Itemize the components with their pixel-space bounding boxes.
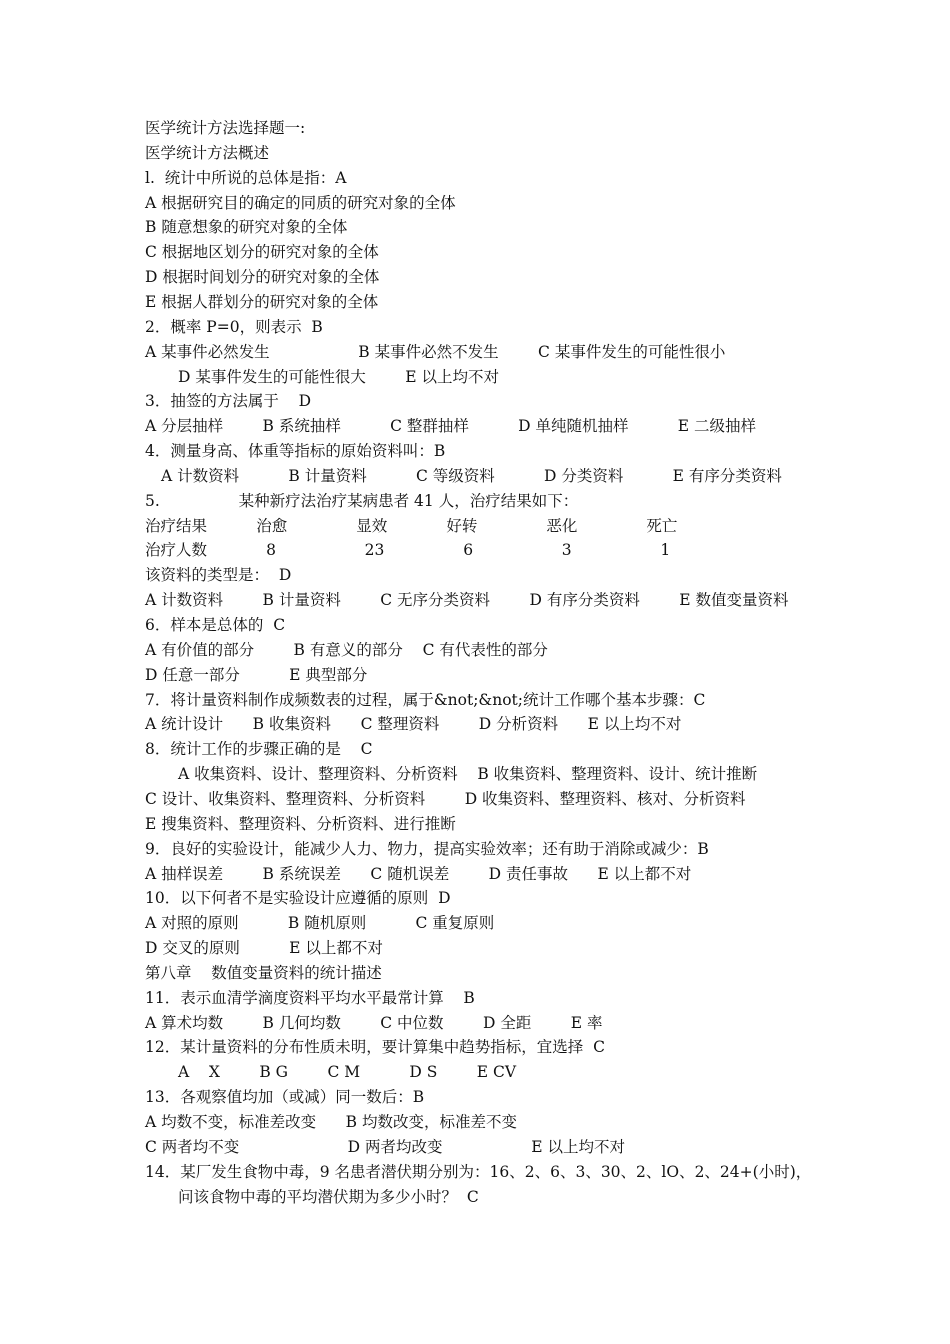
text-line: 治疗结果 治愈 显效 好转 恶化 死亡 — [145, 516, 678, 535]
text-line: 9．良好的实验设计，能减少人力、物力，提高实验效率；还有助于消除或减少：B — [145, 839, 709, 858]
text-line: A 根据研究目的确定的同质的研究对象的全体 — [145, 193, 456, 212]
text-line: 10．以下何者不是实验设计应遵循的原则 D — [145, 889, 451, 908]
text-line: A 统计设计 B 收集资料 C 整理资料 D 分析资料 E 以上均不对 — [145, 715, 682, 734]
text-line: l. 统计中所说的总体是指：A — [145, 168, 347, 187]
text-line: 治疗人数 8 23 6 3 1 — [145, 541, 671, 560]
text-line: C 设计、收集资料、整理资料、分析资料 D 收集资料、整理资料、核对、分析资料 — [145, 789, 746, 808]
text-line: 12．某计量资料的分布性质未明，要计算集中趋势指标，宜选择 C — [145, 1038, 605, 1057]
text-line: A 某事件必然发生 B 某事件必然不发生 C 某事件发生的可能性很小 — [145, 342, 726, 361]
text-line: D 根据时间划分的研究对象的全体 — [145, 268, 380, 287]
text-line: 5. 某种新疗法治疗某病患者 41 人，治疗结果如下： — [145, 491, 579, 510]
text-line: 第八章 数值变量资料的统计描述 — [145, 963, 382, 982]
text-line: 8．统计工作的步骤正确的是 C — [145, 740, 373, 759]
text-line: A X B G C M D S E CV — [178, 1063, 517, 1082]
text-line: A 计数资料 B 计量资料 C 无序分类资料 D 有序分类资料 E 数值变量资料 — [145, 591, 789, 610]
text-line: D 交叉的原则 E 以上都不对 — [145, 939, 383, 958]
text-line: 2．概率 P=0，则表示 B — [145, 317, 323, 336]
text-line: A 计数资料 B 计量资料 C 等级资料 D 分类资料 E 有序分类资料 — [161, 466, 782, 485]
text-line: 11．表示血清学滴度资料平均水平最常计算 B — [145, 988, 475, 1007]
text-line: D 任意一部分 E 典型部分 — [145, 665, 368, 684]
text-line: 3．抽签的方法属于 D — [145, 392, 311, 411]
text-line: 医学统计方法选择题一: — [145, 119, 306, 137]
text-line: D 某事件发生的可能性很大 E 以上均不对 — [178, 367, 500, 386]
text-line: 4．测量身高、体重等指标的原始资料叫：B — [145, 442, 446, 461]
text-line: 问该食物中毒的平均潜伏期为多少小时？ C — [178, 1187, 479, 1206]
text-line: A 抽样误差 B 系统误差 C 随机误差 D 责任事故 E 以上都不对 — [145, 864, 692, 883]
text-line: E 搜集资料、整理资料、分析资料、进行推断 — [145, 814, 456, 833]
text-line: A 对照的原则 B 随机原则 C 重复原则 — [145, 914, 495, 933]
text-line: A 有价值的部分 B 有意义的部分 C 有代表性的部分 — [145, 640, 548, 659]
text-line: 该资料的类型是： D — [145, 566, 292, 585]
text-line: A 分层抽样 B 系统抽样 C 整群抽样 D 单纯随机抽样 E 二级抽样 — [145, 417, 757, 436]
text-line: 13．各观察值均加（或减）同一数后：B — [145, 1088, 425, 1107]
text-line: A 算术均数 B 几何均数 C 中位数 D 全距 E 率 — [145, 1013, 603, 1032]
text-line: 6．样本是总体的 C — [145, 616, 286, 634]
text-line: C 根据地区划分的研究对象的全体 — [145, 243, 379, 262]
text-line: 14．某厂发生食物中毒，9 名患者潜伏期分别为：16、2、6、3、30、2、lO、2、24+(小时)， — [145, 1162, 812, 1181]
text-line: C 两者均不变 D 两者均改变 E 以上均不对 — [145, 1137, 625, 1156]
text-line: 医学统计方法概述 — [145, 143, 270, 162]
text-line: B 随意想象的研究对象的全体 — [145, 218, 348, 237]
text-line: 7．将计量资料制作成频数表的过程，属于&not;&not;统计工作哪个基本步骤：C — [145, 690, 706, 709]
text-line: A 收集资料、设计、整理资料、分析资料 B 收集资料、整理资料、设计、统计推断 — [178, 765, 758, 784]
text-line: A 均数不变，标准差改变 B 均数改变，标准差不变 — [145, 1113, 518, 1131]
text-line: E 根据人群划分的研究对象的全体 — [145, 292, 379, 311]
